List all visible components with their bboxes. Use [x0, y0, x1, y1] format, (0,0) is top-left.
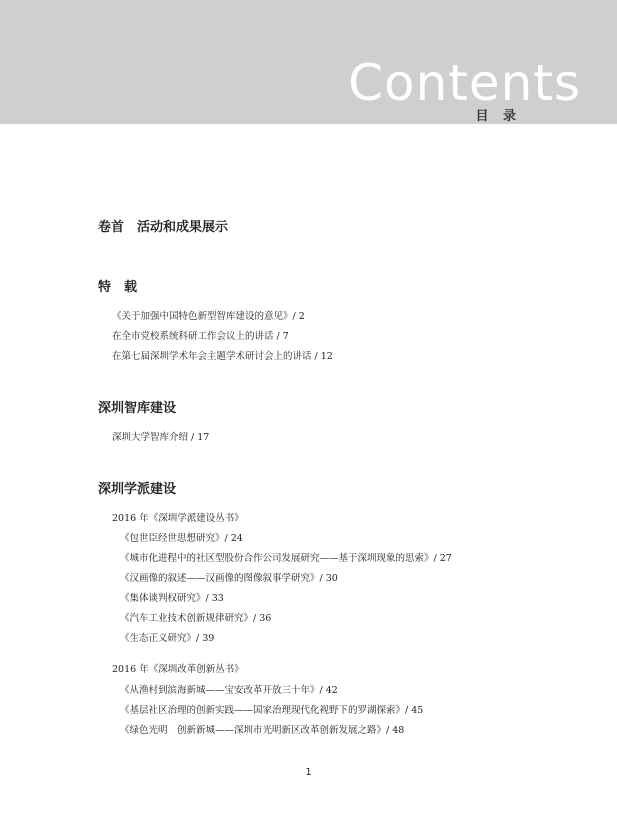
toc-entry[interactable]: 《绿色光明 创新新城——深圳市光明新区改革创新发展之路》/ 48 — [120, 725, 405, 736]
section-heading-prelude[interactable]: 卷首 活动和成果展示 — [98, 220, 229, 235]
toc-entry[interactable]: 在第七届深圳学术年会主题学术研讨会上的讲话 / 12 — [112, 351, 333, 362]
section-heading-think-tank[interactable]: 深圳智库建设 — [98, 401, 177, 416]
section-heading-school[interactable]: 深圳学派建设 — [98, 482, 177, 497]
toc-entry[interactable]: 《集体谈判权研究》/ 33 — [120, 593, 224, 604]
toc-entry[interactable]: 在全市党校系统科研工作会议上的讲话 / 7 — [112, 331, 289, 342]
section-heading-special[interactable]: 特 载 — [98, 280, 138, 295]
toc-entry[interactable]: 《基层社区治理的创新实践——国家治理现代化视野下的罗湖探索》/ 45 — [120, 705, 424, 716]
toc-entry[interactable]: 《包世臣经世思想研究》/ 24 — [120, 533, 243, 544]
toc-group-title[interactable]: 2016 年《深圳改革创新丛书》 — [112, 664, 244, 675]
toc-entry[interactable]: 《汉画像的叙述——汉画像的图像叙事学研究》/ 30 — [120, 573, 338, 584]
toc-group-title[interactable]: 2016 年《深圳学派建设丛书》 — [112, 513, 244, 524]
contents-title: Contents — [348, 54, 581, 112]
toc-entry[interactable]: 《从渔村到滨海新城——宝安改革开放三十年》/ 42 — [120, 685, 338, 696]
toc-entry[interactable]: 深圳大学智库介绍 / 17 — [112, 432, 210, 443]
contents-subtitle: 目 录 — [475, 109, 521, 124]
toc-entry[interactable]: 《汽车工业技术创新规律研究》/ 36 — [120, 613, 272, 624]
header-band — [0, 0, 617, 124]
toc-entry[interactable]: 《生态正义研究》/ 39 — [120, 633, 215, 644]
toc-entry[interactable]: 《城市化进程中的社区型股份合作公司发展研究——基于深圳现象的思索》/ 27 — [120, 553, 452, 564]
page-number: 1 — [305, 767, 312, 778]
toc-entry[interactable]: 《关于加强中国特色新型智库建设的意见》/ 2 — [112, 311, 305, 322]
